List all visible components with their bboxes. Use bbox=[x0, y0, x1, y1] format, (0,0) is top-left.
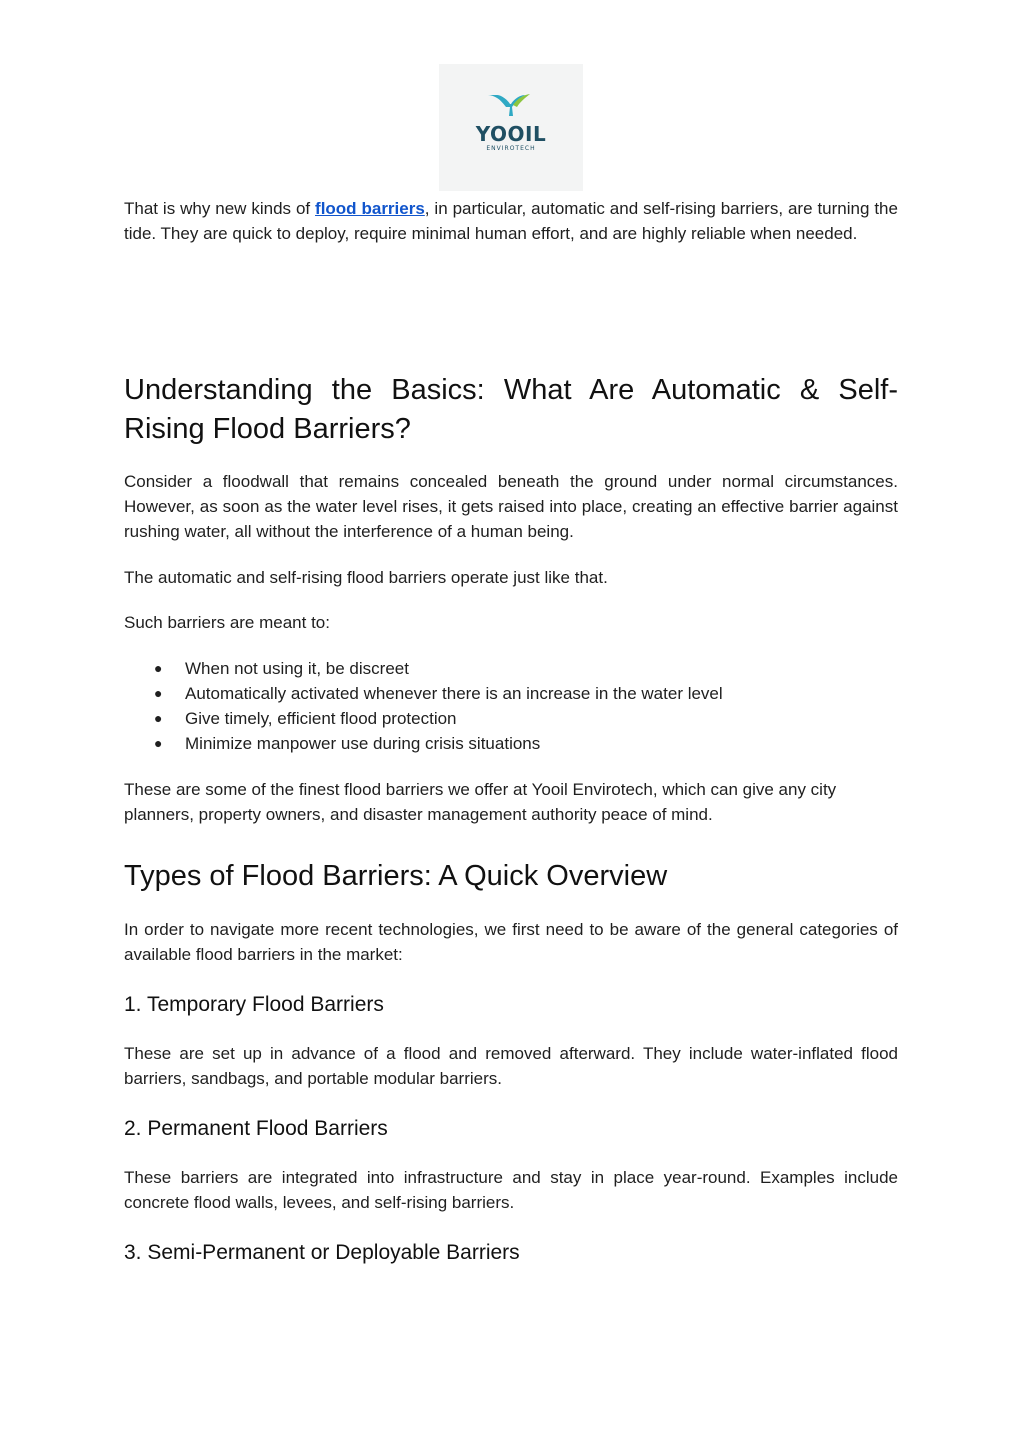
paragraph-permanent: These barriers are integrated into infrastructure and stay in place year-round. Examples include concrete flood walls, levees, and self-rising barriers. bbox=[124, 1168, 898, 1212]
paragraph-temporary: These are set up in advance of a flood and removed afterward. They include water-inflated flood barriers, sandbags, and portable modular barriers. bbox=[124, 1044, 898, 1088]
list-item bbox=[124, 731, 898, 756]
bullet-icon: ● bbox=[154, 660, 163, 676]
list-item bbox=[124, 656, 898, 681]
flood-barriers-link[interactable]: flood barriers bbox=[315, 199, 425, 218]
bullet-list bbox=[124, 656, 898, 756]
subheading-permanent: 2. Permanent Flood Barriers bbox=[124, 1117, 388, 1140]
section2-heading-block bbox=[124, 857, 898, 896]
paragraph-operate: The automatic and self-rising flood barriers operate just like that. bbox=[124, 568, 608, 587]
paragraph-finest-barriers: These are some of the finest flood barriers we offer at Yooil Envirotech, which can give any city planners, property owners, and disaster management authority peace of mind. bbox=[124, 780, 837, 824]
list-item bbox=[124, 681, 898, 706]
sub2-text-block bbox=[124, 1165, 898, 1215]
paragraph-navigate: In order to navigate more recent technologies, we first need to be aware of the general categories of available flood barriers in the market: bbox=[124, 920, 898, 964]
list-item bbox=[124, 706, 898, 731]
paragraph-floodwall: Consider a floodwall that remains concealed beneath the ground under normal circumstances. However, as soon as the water level rises, it gets raised into place, creating an effective barrier against rushing water, all without the interference of a human being. bbox=[124, 472, 898, 541]
list-item-text: Give timely, efficient flood protection bbox=[185, 709, 457, 728]
sub1-heading-block bbox=[124, 991, 898, 1019]
subheading-semi-permanent: 3. Semi-Permanent or Deployable Barriers bbox=[124, 1241, 520, 1264]
sub2-heading-block bbox=[124, 1115, 898, 1143]
sub3-heading-block bbox=[124, 1239, 898, 1267]
section-heading-types: Types of Flood Barriers: A Quick Overview bbox=[124, 860, 668, 892]
section1-paragraph-3 bbox=[124, 610, 898, 635]
logo-wordmark: YOOIL bbox=[475, 122, 547, 146]
list-item-text: Automatically activated whenever there is an increase in the water level bbox=[185, 684, 723, 703]
intro-paragraph bbox=[124, 196, 898, 246]
section2-paragraph-1 bbox=[124, 917, 898, 967]
section1-paragraph-4 bbox=[124, 777, 898, 827]
section1-paragraph-1 bbox=[124, 469, 898, 544]
intro-block bbox=[124, 196, 898, 246]
logo-subtitle: ENVIROTECH bbox=[486, 145, 536, 152]
bullet-icon: ● bbox=[154, 735, 163, 751]
list-item-text: Minimize manpower use during crisis situations bbox=[185, 734, 541, 753]
bullet-icon: ● bbox=[154, 710, 163, 726]
whale-tail-icon bbox=[439, 64, 583, 124]
sub1-text-block bbox=[124, 1041, 898, 1091]
section-heading-basics: Understanding the Basics: What Are Automatic & Self-Rising Flood Barriers? bbox=[124, 374, 898, 445]
intro-text-after: , in particular, automatic and self-rising barriers, are turning the tide. They are quick to deploy, require minimal human effort, and are highly reliable when needed. bbox=[124, 199, 898, 243]
paragraph-meant-to: Such barriers are meant to: bbox=[124, 613, 330, 632]
list-item-text: When not using it, be discreet bbox=[185, 659, 409, 678]
company-logo bbox=[439, 64, 583, 191]
section1-bullets bbox=[124, 656, 898, 756]
section1-paragraph-2 bbox=[124, 565, 898, 590]
subheading-temporary: 1. Temporary Flood Barriers bbox=[124, 993, 384, 1016]
intro-text-before: That is why new kinds of bbox=[124, 199, 316, 218]
section1-heading-block bbox=[124, 371, 898, 449]
bullet-icon: ● bbox=[154, 685, 163, 701]
